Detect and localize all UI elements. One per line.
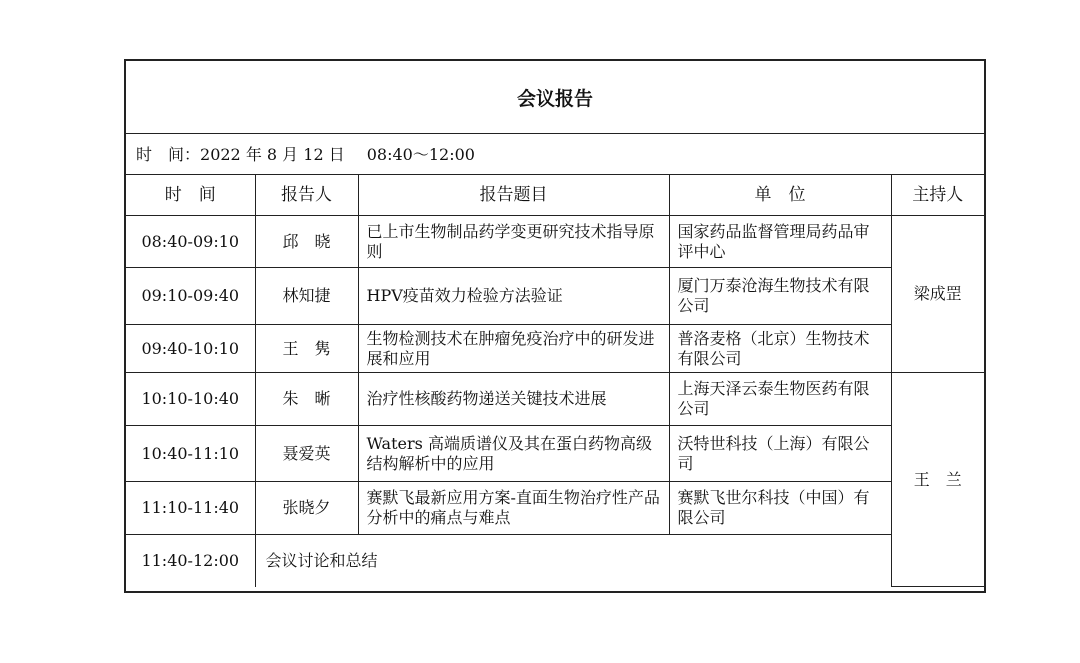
row-topic: Waters 高端质谱仪及其在蛋白药物高级结构解析中的应用 xyxy=(358,426,669,482)
host-cell: 王 兰 xyxy=(891,373,984,587)
page-title: 会议报告 xyxy=(126,61,984,134)
row-topic: 治疗性核酸药物递送关键技术进展 xyxy=(358,373,669,426)
row-unit: 普洛麦格（北京）生物技术有限公司 xyxy=(669,325,891,373)
row-speaker: 林知捷 xyxy=(255,268,358,325)
meeting-time-info xyxy=(126,133,984,175)
row-unit: 国家药品监督管理局药品审评中心 xyxy=(669,216,891,268)
row-topic: 已上市生物制品药学变更研究技术指导原则 xyxy=(358,216,669,268)
row-unit: 厦门万泰沧海生物技术有限公司 xyxy=(669,268,891,325)
row-unit: 上海天泽云泰生物医药有限公司 xyxy=(669,373,891,426)
row-speaker: 聂爱英 xyxy=(255,426,358,482)
host-cell: 梁成罡 xyxy=(891,216,984,373)
row-topic: HPV疫苗效力检验方法验证 xyxy=(358,268,669,325)
row-time: 10:40-11:10 xyxy=(126,426,255,482)
table-row xyxy=(126,268,984,325)
table-row xyxy=(126,373,984,426)
meeting-report-table xyxy=(124,59,986,593)
header-row xyxy=(126,175,984,216)
table-row xyxy=(126,426,984,482)
row-time: 09:10-09:40 xyxy=(126,268,255,325)
schedule-table xyxy=(126,175,984,587)
time-label: 时 间： xyxy=(136,145,201,164)
meeting-date: 2022 年 8 月 12 日 xyxy=(200,145,345,164)
header-topic: 报告题目 xyxy=(358,175,669,216)
row-time: 08:40-09:10 xyxy=(126,216,255,268)
row-speaker: 朱 晰 xyxy=(255,373,358,426)
table-row xyxy=(126,535,984,587)
row-topic: 赛默飞最新应用方案-直面生物治疗性产品分析中的痛点与难点 xyxy=(358,482,669,535)
table-row xyxy=(126,325,984,373)
row-time: 11:40-12:00 xyxy=(126,535,255,587)
row-time: 10:10-10:40 xyxy=(126,373,255,426)
closing-text: 会议讨论和总结 xyxy=(255,535,891,587)
row-speaker: 邱 晓 xyxy=(255,216,358,268)
row-time: 11:10-11:40 xyxy=(126,482,255,535)
row-unit: 赛默飞世尔科技（中国）有限公司 xyxy=(669,482,891,535)
row-unit: 沃特世科技（上海）有限公司 xyxy=(669,426,891,482)
row-speaker: 张晓夕 xyxy=(255,482,358,535)
meeting-time-range: 08:40～12:00 xyxy=(366,145,475,164)
header-time: 时 间 xyxy=(126,175,255,216)
row-topic: 生物检测技术在肿瘤免疫治疗中的研发进展和应用 xyxy=(358,325,669,373)
row-time: 09:40-10:10 xyxy=(126,325,255,373)
header-unit: 单 位 xyxy=(669,175,891,216)
table-row xyxy=(126,216,984,268)
header-host: 主持人 xyxy=(891,175,984,216)
row-speaker: 王 隽 xyxy=(255,325,358,373)
header-speaker: 报告人 xyxy=(255,175,358,216)
table-row xyxy=(126,482,984,535)
